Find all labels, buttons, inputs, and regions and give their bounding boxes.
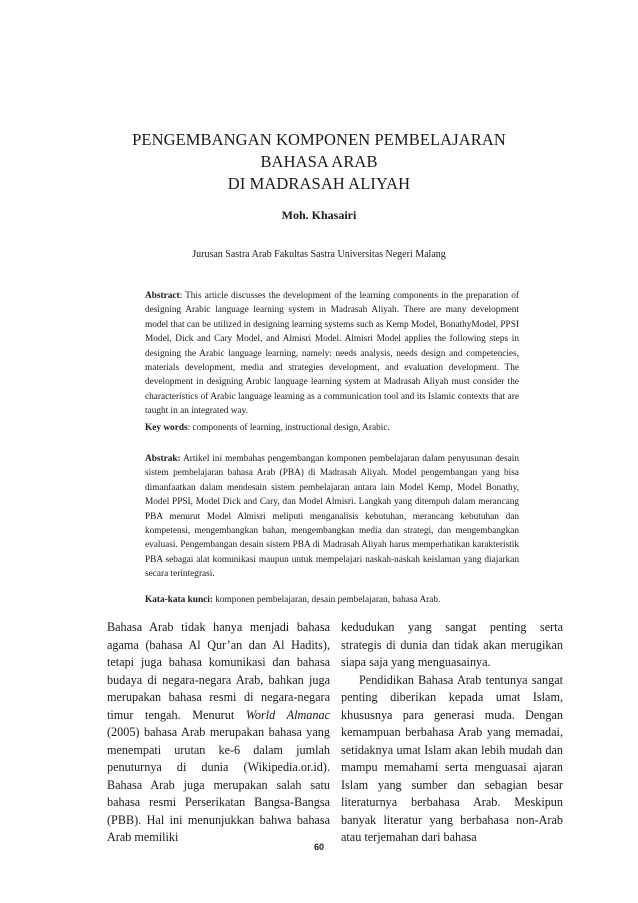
abstrak-label: Abstrak:	[145, 454, 181, 464]
keywords-english	[145, 421, 519, 435]
body-paragraph: kedudukan yang sangat penting serta strategis di dunia dan tidak akan merugikan siapa saja yang menguasainya.	[341, 620, 563, 669]
body-text: Bahasa Arab tidak hanya menjadi bahasa agama (bahasa Al Qur’an dan Al Hadits), tetapi juga bahasa komunikasi dan bahasa budaya di negara-negara Arab, bahkan juga merupakan bahasa resmi di negara-negara timur tengah. Menurut	[107, 620, 330, 722]
abstract-english	[145, 289, 519, 419]
body-paragraph	[107, 619, 330, 847]
author-affiliation: Jurusan Sastra Arab Fakultas Sastra Universitas Negeri Malang	[192, 249, 446, 260]
article-title	[100, 129, 538, 195]
page-number: 60	[313, 842, 324, 852]
keywords-text: components of learning, instructional design, Arabic.	[192, 423, 390, 433]
body-column-left	[107, 619, 330, 847]
abstrak-text: Artikel ini membahas pengembangan komponen pembelajaran dalam penyusunan desain sistem pembelajaran bahasa Arab (PBA) di Madrasah Aliyah. Model pengembangan yang bisa dimanfaatkan dalam mendesain sistem pembelajaran antara lain Model Kemp, Model Bonathy, Model PPSI, Model Dick and Cary, dan Model Almisri. Langkah yang ditempuh dalam merancang PBA menurut Model Almisri meliputi menganalisis kebutuhan, merancang kebutuhan dan kompetensi, mengembangkan bahan, mengembangkan media dan strategi, dan mengembangkan evaluasi. Pengembangan desain sistem PBA di Madrasah Aliyah harus memperhatikan karakteristik PBA sebagai alat komunikasi maupun untuk mempelajari naskah-naskah keislaman yang diajarkan secara terintegrasi.	[145, 454, 519, 580]
abstract-label: Abstract	[145, 291, 180, 301]
title-line-2: DI MADRASAH ALIYAH	[227, 174, 411, 193]
keywords-indonesian	[145, 593, 519, 607]
keywords-label: Key words	[145, 423, 188, 433]
title-line-1: PENGEMBANGAN KOMPONEN PEMBELAJARAN BAHASA ARAB	[132, 130, 506, 171]
kata-kunci-text: komponen pembelajaran, desain pembelajaran, bahasa Arab.	[212, 595, 441, 605]
body-paragraph: Pendidikan Bahasa Arab tentunya sangat penting diberikan kepada umat Islam, khususnya para generasi muda. Dengan kemampuan berbahasa Arab yang memadai, setidaknya umat Islam akan lebih mudah dan mampu memahami serta menguasai ajaran Islam yang sumber dan sebagian besar literaturnya berbahasa Arab. Meskipun banyak literatur yang berbahasa non-Arab atau terjemahan dari bahasa	[341, 672, 563, 844]
body-column-right	[341, 619, 563, 847]
kata-kunci-label: Kata-kata kunci:	[145, 595, 213, 605]
author-name: Moh. Khasairi	[281, 208, 357, 222]
keywords-separator: :	[187, 423, 193, 433]
abstract-indonesian	[145, 452, 519, 582]
body-text: (2005) bahasa Arab merupakan bahasa yang menempati urutan ke-6 dalam jumlah penuturnya di dunia (Wikipedia.or.id). Bahasa Arab juga merupakan salah satu bahasa resmi Perserikatan Bangsa-Bangsa (PBB). Hal ini menunjukkan bahwa bahasa Arab memiliki	[107, 725, 330, 844]
abstract-text: This article discusses the development of the learning components in the preparation of designing Arabic language learning system in Madrasah Aliyah. There are many development model that can be utilized in designing learning systems such as Kemp Model, BonathyModel, PPSI Model, Dick and Cary Model, and Almisri Model. Almisri Model applies the following steps in designing the Arabic language learning, namely: needs analysis, needs design and competencies, materials development, media and strategies development, and evaluation development. The development in designing Arabic language learning system at Madrasah Aliyah must consider the characteristics of Arabic language learning as a communication tool and its Islamic contexts that are taught in an integrated way.	[145, 291, 519, 417]
source-title: World Almanac	[245, 707, 330, 722]
abstract-separator: :	[179, 291, 186, 301]
